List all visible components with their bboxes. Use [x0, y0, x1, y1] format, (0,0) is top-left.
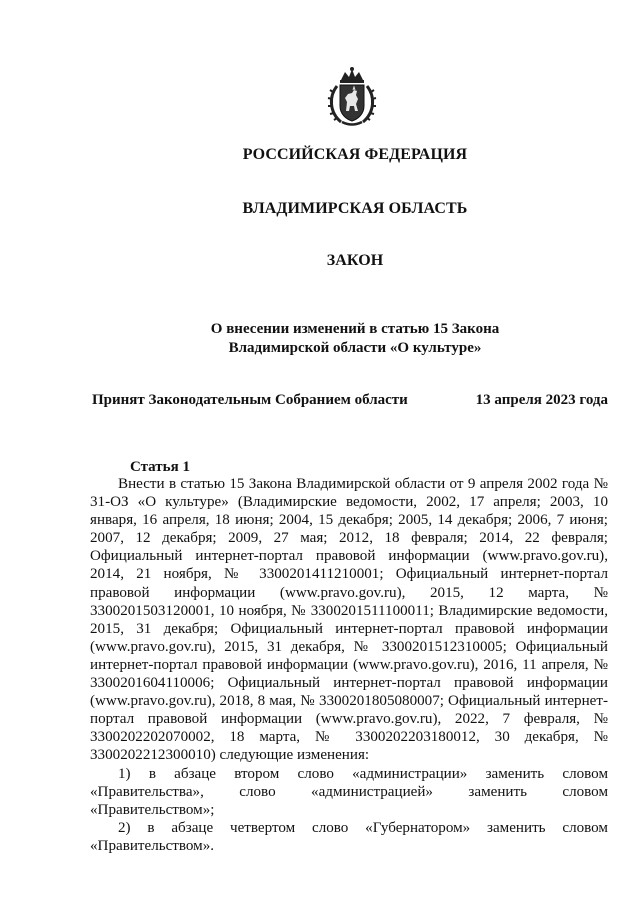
- country-heading: РОССИЙСКАЯ ФЕДЕРАЦИЯ: [242, 146, 468, 163]
- amendment-item-2: 2) в абзаце четвертом слово «Губернатором» заменить словом «Правительством».: [90, 819, 608, 854]
- amendment-item-1: 1) в абзаце втором слово «администрации» заменить словом «Правительства», слово «администрацией» заменить словом «Правительством»;: [90, 765, 608, 818]
- law-title-line-1: О внесении изменений в статью 15 Закона: [210, 321, 500, 337]
- coat-of-arms-emblem: [327, 66, 377, 128]
- adoption-info: [92, 392, 608, 412]
- document-type-heading: ЗАКОН: [326, 252, 384, 269]
- law-title-line-2: Владимирской области «О культуре»: [228, 340, 482, 356]
- article-intro-paragraph: Внести в статью 15 Закона Владимирской области от 9 апреля 2002 года № 31-ОЗ «О культуре» (Владимирские ведомости, 2002, 17 апреля; 2003, 10 января, 16 апреля, 18 июня; 2004, 15 декабря; 2005, 14 декабря; 2006, 7 июня; 2007, 12 декабря; 2009, 27 мая; 2012, 18 февраля; 2014, 22 февраля; Официальный интернет-портал правовой информации (www.pravo.gov.ru), 2014, 21 ноября, № 3300201411210001; Официальный интернет-портал правовой информации (www.pravo.gov.ru), 2015, 12 марта, № 3300201503120001, 10 ноября, № 3300201511100011; Владимирские ведомости, 2015, 31 декабря; Официальный интернет-портал правовой информации (www.pravo.gov.ru), 2015, 31 декабря, № 3300201512310005; Официальный интернет-портал правовой информации (www.pravo.gov.ru), 2016, 11 апреля, № 3300201604110006; Официальный интернет-портал правовой информации (www.pravo.gov.ru), 2018, 8 мая, № 3300201805080007; Официальный интернет-портал правовой информации (www.pravo.gov.ru), 2022, 7 февраля, № 3300202202070002, 18 марта, № 3300202203180012, 30 декабря, № 3300202212300010) следующие изменения:: [90, 476, 608, 764]
- article-heading: Статья 1: [130, 459, 190, 475]
- article-body: [90, 475, 608, 855]
- law-title: [180, 320, 530, 358]
- region-heading: ВЛАДИМИРСКАЯ ОБЛАСТЬ: [242, 200, 468, 217]
- adopted-by: Принят Законодательным Собранием области: [92, 392, 408, 408]
- adoption-date: 13 апреля 2023 года: [475, 392, 608, 408]
